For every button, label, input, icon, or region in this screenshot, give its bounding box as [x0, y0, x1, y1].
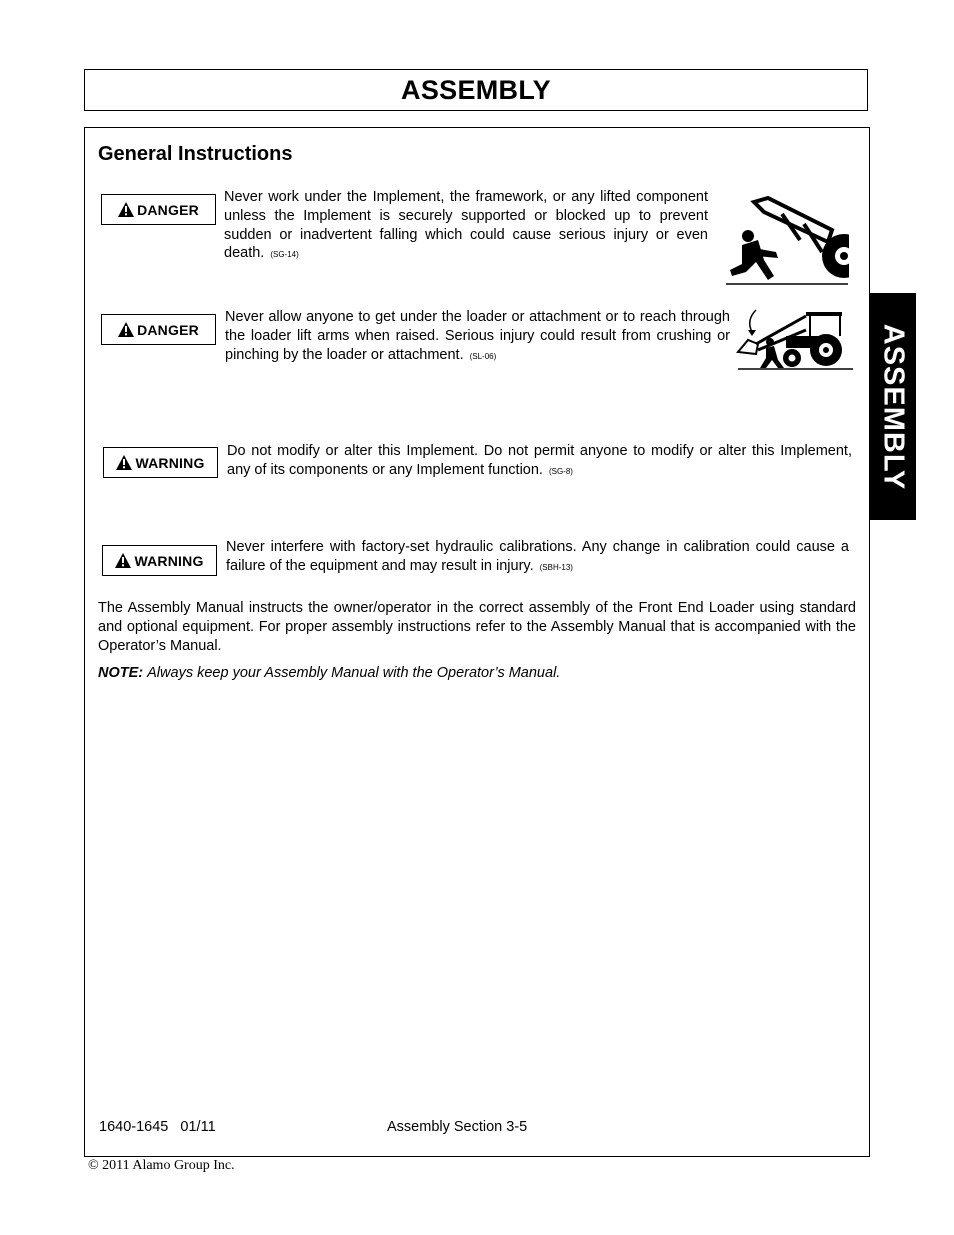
footer-section: Assembly Section 3-5 — [387, 1119, 528, 1135]
person-under-implement-icon — [724, 190, 849, 286]
warning-triangle-icon — [116, 455, 132, 470]
safety-message-text: Never work under the Implement, the framework, or any lifted component unless the Implement is securely supported or blocked up to prevent sudden or inadvertent falling which could cause serious injury or even death. — [224, 189, 708, 262]
safety-message-text: Never interfere with factory-set hydraulic calibrations. Any change in calibration could cause a failure of the equipment and may result in injury. — [226, 539, 849, 574]
signal-word: DANGER — [137, 201, 199, 218]
warning-triangle-icon — [118, 322, 134, 337]
safety-message — [224, 188, 708, 265]
footer-part-number: 1640-1645 01/11 — [99, 1119, 216, 1135]
body-paragraph: The Assembly Manual instructs the owner/operator in the correct assembly of the Front End Loader using standard and optional equipment. For proper assembly instructions refer to the Assembly Manual that is accompanied with the Operator’s Manual. — [98, 600, 856, 654]
danger-badge — [101, 314, 216, 345]
section-title: General Instructions — [98, 143, 293, 165]
side-tab — [869, 293, 916, 520]
safety-message-text: Do not modify or alter this Implement. Do not permit anyone to modify or alter this Implement, any of its components or any Implement function. — [227, 443, 852, 478]
warning-badge — [102, 545, 217, 576]
warning-badge — [103, 447, 218, 478]
side-tab-label: ASSEMBLY — [877, 323, 909, 490]
note-label: NOTE: — [98, 665, 144, 681]
note — [98, 664, 856, 683]
danger-badge — [101, 194, 216, 225]
header-box — [84, 69, 868, 111]
page-header-title: ASSEMBLY — [401, 74, 551, 105]
safety-code: (SBH-13) — [539, 562, 573, 572]
warning-triangle-icon — [118, 202, 134, 217]
safety-message — [225, 308, 730, 366]
safety-message — [226, 538, 849, 578]
safety-message-text: Never allow anyone to get under the loader or attachment or to reach through the loader lift arms when raised. Serious injury could result from crushing or pinching by the loader or attachment. — [225, 309, 730, 363]
signal-word: WARNING — [134, 552, 204, 569]
safety-code: (SG-8) — [548, 466, 573, 476]
warning-triangle-icon — [115, 553, 131, 568]
note-text: Always keep your Assembly Manual with the Operator’s Manual. — [147, 665, 561, 681]
tractor-loader-icon — [736, 306, 854, 372]
signal-word: DANGER — [137, 321, 199, 338]
safety-code: (SL-06) — [469, 351, 497, 361]
safety-message — [227, 442, 852, 482]
signal-word: WARNING — [135, 454, 205, 471]
copyright: © 2011 Alamo Group Inc. — [88, 1158, 235, 1173]
safety-code: (SG-14) — [270, 250, 299, 260]
